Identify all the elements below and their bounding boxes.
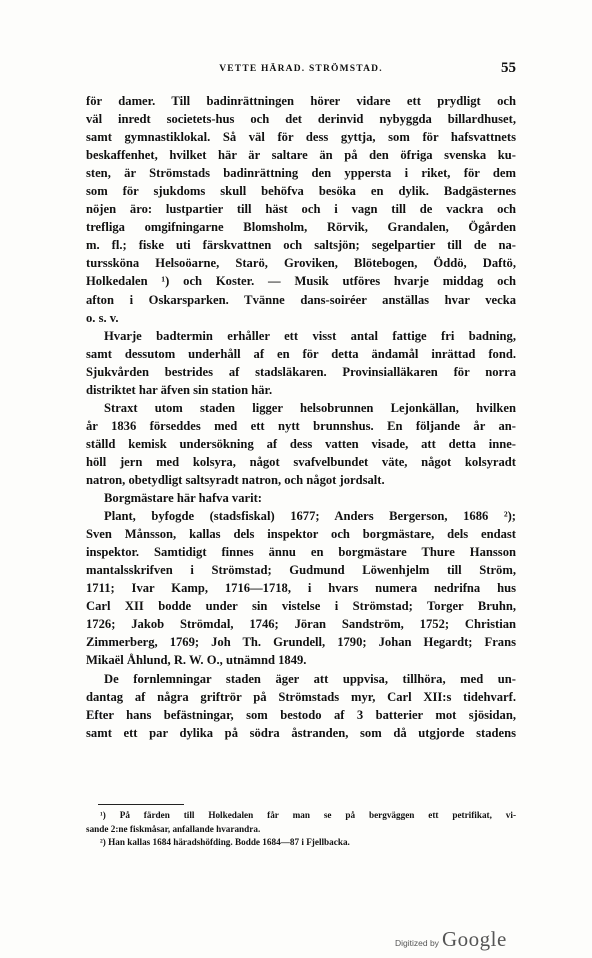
text-line: m. fl.; fiske uti färskvattnen och saltsjön; segelpartier till de na- [86,238,516,253]
text-line: De fornlemningar staden äger att uppvisa, tillhöra, med un- [104,671,516,686]
text-line: Plant, byfogde (stadsfiskal) 1677; Anders Bergerson, 1686 ²); [104,509,516,524]
text-line: trefliga omgifningarne Blomsholm, Rörvik, Grandalen, Ögården [86,220,516,235]
text-line: afton i Oskarsparken. Tvänne dans-soiréer anställas hvar vecka [86,292,516,307]
text-line: sten, är Strömstads badinrättning den yppersta i riket, för dem [86,166,516,181]
text-line: distriktet har äfven sin station här. [86,382,273,397]
footnote-line: ²) Han kallas 1684 häradshöfding. Bodde 1684—87 i Fjellbacka. [100,837,350,847]
footnote-rule [98,804,184,805]
attribution-prefix: Digitized by [395,938,439,948]
text-line: för damer. Till badinrättningen hörer vidare ett prydligt och [86,94,516,108]
text-line: Efter hans befästningar, som bestodo af 3 batterier mot sjösidan, [86,707,516,722]
text-line: natron, obetydligt saltsyradt natron, och något jordsalt. [86,472,385,487]
page-header [86,60,516,80]
text-line: 1711; Ivar Kamp, 1716—1718, i hvars numera nedrifna hus [86,581,516,596]
text-line: Sjukvården bestrides af stadsläkaren. Provinsialläkaren för norra [86,364,516,379]
digitization-attribution [395,926,507,952]
text-line: ställd kemisk undersökning af dess vatten visade, att detta inne- [86,436,516,451]
footnote-line: ¹) På färden till Holkedalen får man se på bergväggen ett petrifikat, vi- [100,810,516,820]
text-line: Zimmerberg, 1769; Joh Th. Grundell, 1790; Johan Hegardt; Frans [86,635,516,650]
text-line: dantag af några griftrör på Strömstads myr, Carl XII:s tidehvarf. [86,689,516,704]
text-line: Holkedalen ¹) och Koster. — Musik utföres hvarje middag och [86,274,516,289]
text-line: Sven Månsson, kallas dels inspektor och borgmästare, dels endast [86,527,516,542]
text-line: mantalsskrifven i Strömstad; Gudmund Löwenhjelm till Ström, [86,563,516,578]
text-line: Carl XII bodde under sin vistelse i Strömstad; Torger Bruhn, [86,599,516,614]
footnotes [86,809,516,850]
text-line: väl inredt societets-hus och det derinvid nybyggda billardhuset, [86,112,516,127]
text-line: Mikaël Åhlund, R. W. O., utnämnd 1849. [86,653,307,668]
footnote-line: sande 2:ne fiskmåsar, anfallande hvarandra. [86,823,261,834]
text-line: nöjen äro: lustpartier till häst och i vagn till de vackra och [86,202,516,217]
text-line: samt dessutom underhåll af en för detta ändamål inrättad fond. [86,346,516,361]
text-line: samt ett par dylika på södra åstranden, som då utgjorde stadens [86,725,516,740]
text-line: år 1836 förseddes med ett nytt brunnshus. En följande år an- [86,418,516,433]
google-logo: Google [441,927,507,951]
text-line: Straxt utom staden ligger helsobrunnen Lejonkällan, hvilken [104,400,516,415]
text-line: o. s. v. [86,310,119,325]
text-line: turssköna Helsoöarne, Starö, Groviken, Blötebogen, Öddö, Daftö, [86,256,516,271]
page-number: 55 [501,60,516,76]
text-line: samt gymnastiklokal. Så väl för dess gyttja, som för hafsvattnets [86,130,516,145]
body-text [86,92,516,742]
text-line: beskaffenhet, hvilket här är saltare än på den öfriga svenska ku- [86,148,516,163]
text-line: inspektor. Samtidigt finnes ännu en borgmästare Thure Hansson [86,545,516,560]
text-line: Borgmästare här hafva varit: [104,491,262,506]
text-line: som för sjukdoms skull behöfva besöka en dylik. Badgästernes [86,184,516,199]
running-head: VETTE HÄRAD. STRÖMSTAD. [219,64,383,74]
text-line: höll jern med kolsyra, något svafvelbundet väte, något kolsyradt [86,454,516,469]
text-line: Hvarje badtermin erhåller ett visst antal fattige fri badning, [104,328,516,343]
text-line: 1726; Jakob Strömdal, 1746; Jöran Sandström, 1752; Christian [86,617,516,632]
